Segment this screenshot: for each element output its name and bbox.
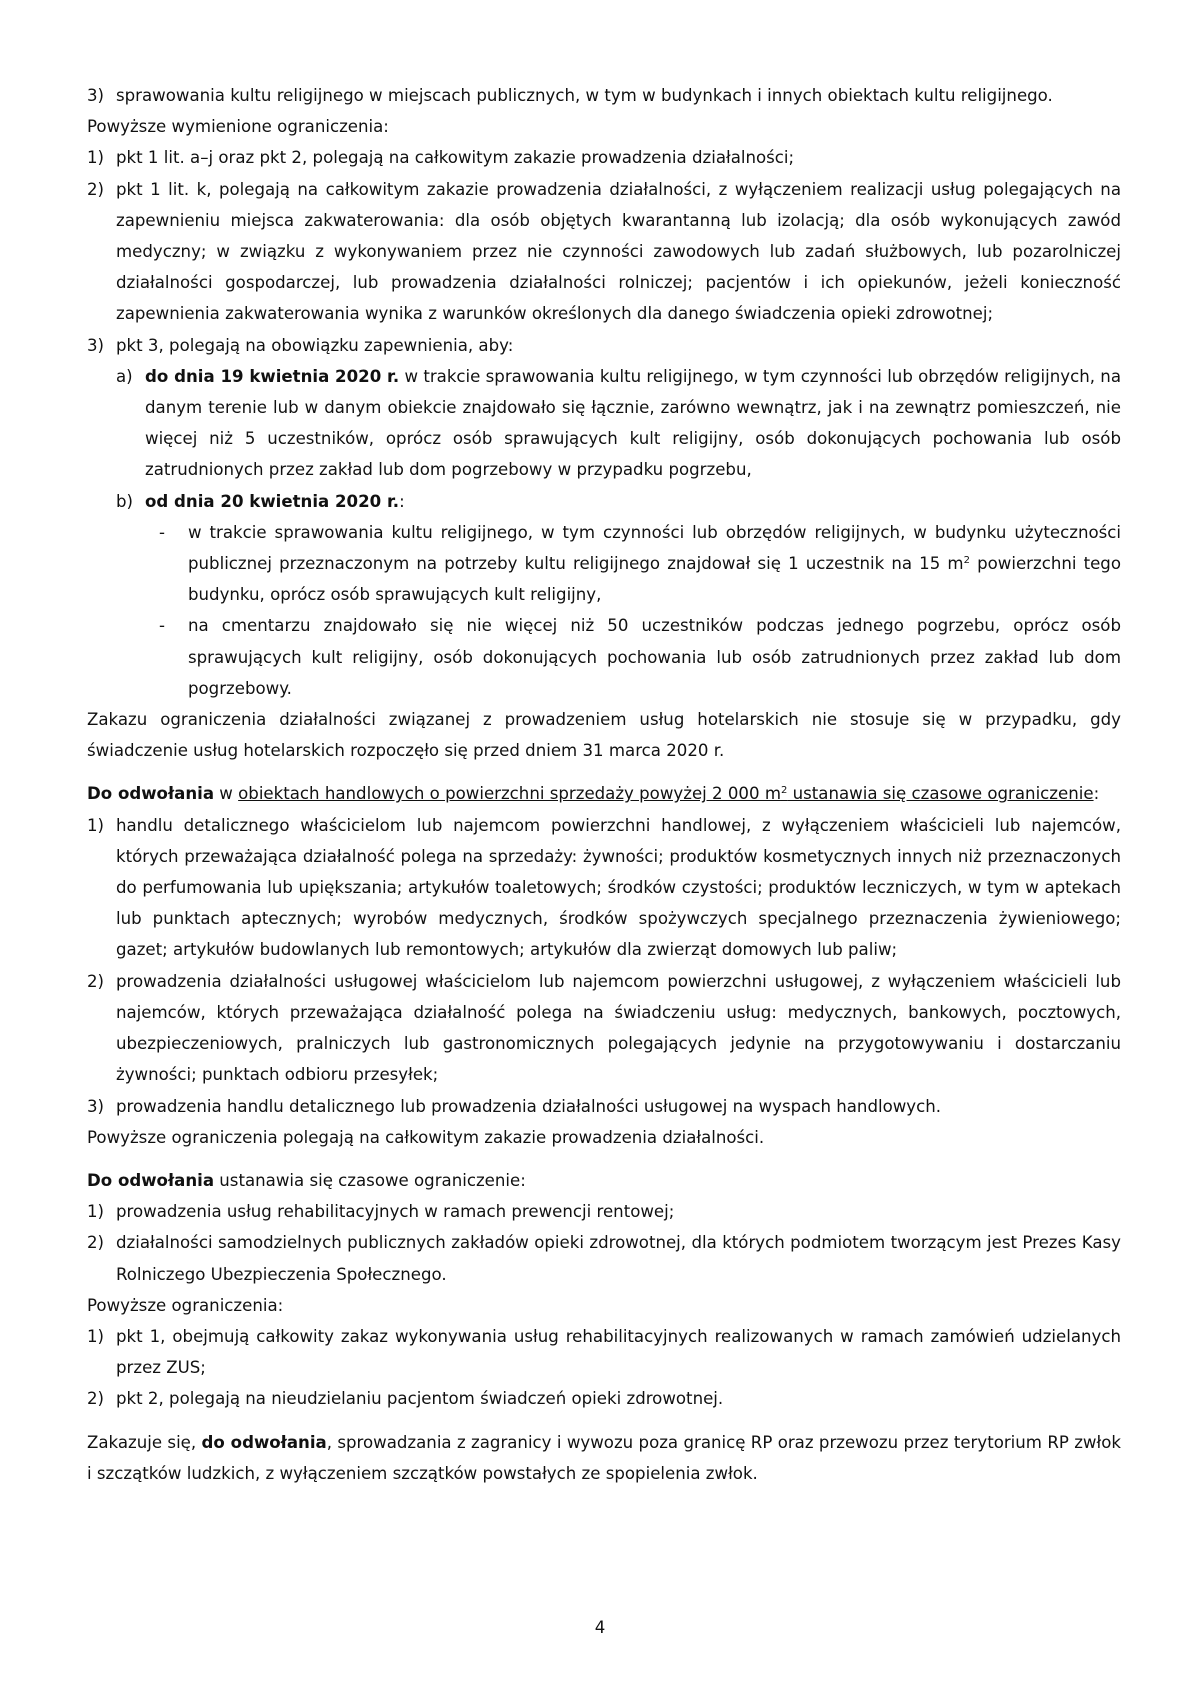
item-number: 1) xyxy=(87,1202,105,1222)
dash-marker: - xyxy=(159,616,165,636)
item-text: powierzchni tego budynku, oprócz osób sprawujących kult religijny, xyxy=(188,554,1121,605)
page-number: 4 xyxy=(594,1618,606,1637)
item-number: 1) xyxy=(87,815,105,835)
item-text: : xyxy=(399,491,405,511)
text: obiektach handlowych o powierzchni sprzedaży powyżej 2 000 m xyxy=(238,784,781,804)
sub-item xyxy=(87,486,1121,517)
item-letter: b) xyxy=(116,491,134,511)
list-item xyxy=(87,1196,1121,1227)
item-number: 3) xyxy=(87,335,105,355)
sub-item xyxy=(87,361,1121,486)
item-number: 2) xyxy=(87,179,105,199)
list-item xyxy=(87,1321,1121,1383)
emphasis: Do odwołania xyxy=(87,1170,215,1190)
item-text: w trakcie sprawowania kultu religijnego, w tym czynności lub obrzędów religijnych, w budynku użyteczności publicznej przeznaczonym na potrzeby kultu religijnego znajdował się 1 uczestnik na 15 m xyxy=(188,522,1121,574)
list-item xyxy=(87,810,1121,966)
list-item xyxy=(87,174,1121,330)
list-item xyxy=(87,80,1121,111)
spacer xyxy=(87,1153,1121,1165)
list-item xyxy=(87,1383,1121,1414)
spacer xyxy=(87,1415,1121,1427)
list-item xyxy=(87,142,1121,173)
paragraph xyxy=(87,778,1121,809)
paragraph xyxy=(87,1165,1121,1196)
emphasis: do odwołania xyxy=(201,1432,327,1452)
item-text: prowadzenia handlu detalicznego lub prowadzenia działalności usługowej na wyspach handlowych. xyxy=(116,1096,942,1116)
date-emphasis: od dnia 20 kwietnia 2020 r. xyxy=(145,491,400,511)
item-number: 2) xyxy=(87,971,105,991)
superscript: 2 xyxy=(780,785,788,797)
item-text: działalności samodzielnych publicznych zakładów opieki zdrowotnej, dla których podmiotem tworzącym jest Prezes Kasy Rolniczego Ubezpieczenia Społecznego. xyxy=(116,1233,1121,1284)
paragraph: Zakazu ograniczenia działalności związanej z prowadzeniem usług hotelarskich nie stosuje się w przypadku, gdy świadczenie usług hotelarskich rozpoczęło się przed dniem 31 marca 2020 r. xyxy=(87,710,1121,761)
item-number: 2) xyxy=(87,1389,105,1409)
dash-item xyxy=(87,517,1121,611)
item-text: w trakcie sprawowania kultu religijnego, w tym czynności lub obrzędów religijnych, na danym terenie lub w danym obiekcie znajdowało się łącznie, zarówno wewnątrz, jak i na zewnątrz pomieszczeń, nie więcej niż 5 uczestników, oprócz osób sprawujących kult religijny, osób dokonujących pochowania lub osób zatrudnionych przez zakład lub dom pogrzebowy w przypadku pogrzebu, xyxy=(145,366,1121,480)
list-item xyxy=(87,1091,1121,1122)
date-emphasis: do dnia 19 kwietnia 2020 r. xyxy=(145,366,400,386)
list-item xyxy=(87,330,1121,361)
text: : xyxy=(1093,784,1100,804)
paragraph: Powyższe ograniczenia polegają na całkowitym zakazie prowadzenia działalności. xyxy=(87,1127,765,1147)
item-number: 1) xyxy=(87,1326,105,1346)
text: ustanawia się czasowe ograniczenie: xyxy=(214,1170,526,1190)
item-text: prowadzenia usług rehabilitacyjnych w ramach prewencji rentowej; xyxy=(116,1202,675,1222)
dash-marker: - xyxy=(159,522,165,542)
emphasis: Do odwołania xyxy=(87,784,215,804)
paragraph: Powyższe ograniczenia: xyxy=(87,1295,284,1315)
text: , sprowadzania z zagranicy i wywozu poza granicę RP oraz przewozu przez terytorium RP zwłok i szczątków ludzkich, z wyłączeniem szczątków powstałych ze spopielenia zwłok. xyxy=(87,1432,1121,1483)
spacer xyxy=(87,766,1121,778)
item-text: handlu detalicznego właścicielom lub najemcom powierzchni handlowej, z wyłączeniem właścicieli lub najemców, których przeważająca działalność polega na sprzedaży: żywności; produktów kosmetycznych innych niż przeznaczonych do perfumowania lub upiększania; artykułów toaletowych; środków czystości; produktów leczniczych, w tym w aptekach lub punktach aptecznych; wyrobów medycznych, środków spożywczych specjalnego przeznaczenia żywieniowego; gazet; artykułów budowlanych lub remontowych; artykułów dla zwierząt domowych lub paliw; xyxy=(116,815,1121,960)
item-number: 1) xyxy=(87,148,105,168)
item-text: pkt 1, obejmują całkowity zakaz wykonywania usług rehabilitacyjnych realizowanych w ramach zamówień udzielanych przez ZUS; xyxy=(116,1326,1121,1378)
item-number: 3) xyxy=(87,86,105,105)
item-text: pkt 3, polegają na obowiązku zapewnienia, aby: xyxy=(116,335,514,355)
underlined-text xyxy=(238,784,1093,803)
item-text: pkt 1 lit. k, polegają na całkowitym zakazie prowadzenia działalności, z wyłączeniem realizacji usług polegających na zapewnieniu miejsca zakwaterowania: dla osób objętych kwarantanną lub izolacją; dla osób wykonujących zawód medyczny; w związku z wykonywaniem przez nie czynności zawodowych lub zadań służbowych, lub pozarolniczej działalności gospodarczej, lub prowadzenia działalności rolniczej; pacjentów i ich opiekunów, jeżeli konieczność zapewnienia zakwaterowania wynika z warunków określonych dla danego świadczenia opieki zdrowotnej; xyxy=(116,179,1121,324)
text: ustanawia się czasowe ograniczenie xyxy=(787,784,1094,804)
item-number: 2) xyxy=(87,1233,105,1253)
superscript: 2 xyxy=(963,555,970,567)
item-text: pkt 1 lit. a–j oraz pkt 2, polegają na całkowitym zakazie prowadzenia działalności; xyxy=(116,148,795,168)
list-item xyxy=(87,966,1121,1091)
item-text: sprawowania kultu religijnego w miejscach publicznych, w tym w budynkach i innych obiektach kultu religijnego. xyxy=(116,86,1053,105)
paragraph xyxy=(87,1427,1121,1489)
text: w xyxy=(214,784,239,804)
text: Zakazuje się, xyxy=(87,1432,202,1452)
item-text: na cmentarzu znajdowało się nie więcej niż 50 uczestników podczas jednego pogrzebu, oprócz osób sprawujących kult religijny, osób dokonujących pochowania lub osób zatrudnionych przez zakład lub dom pogrzebowy. xyxy=(188,616,1121,698)
item-text: prowadzenia działalności usługowej właścicielom lub najemcom powierzchni usługowej, z wyłączeniem właścicieli lub najemców, których przeważająca działalność polega na świadczeniu usług: medycznych, bankowych, pocztowych, ubezpieczeniowych, pralniczych lub gastronomicznych polegających jedynie na przygotowywaniu i dostarczaniu żywności; punktach odbioru przesyłek; xyxy=(116,971,1121,1085)
item-text: pkt 2, polegają na nieudzielaniu pacjentom świadczeń opieki zdrowotnej. xyxy=(116,1389,724,1409)
list-item xyxy=(87,1227,1121,1289)
item-number: 3) xyxy=(87,1096,105,1116)
dash-item xyxy=(87,610,1121,704)
paragraph: Powyższe wymienione ograniczenia: xyxy=(87,117,389,137)
item-letter: a) xyxy=(116,366,133,386)
